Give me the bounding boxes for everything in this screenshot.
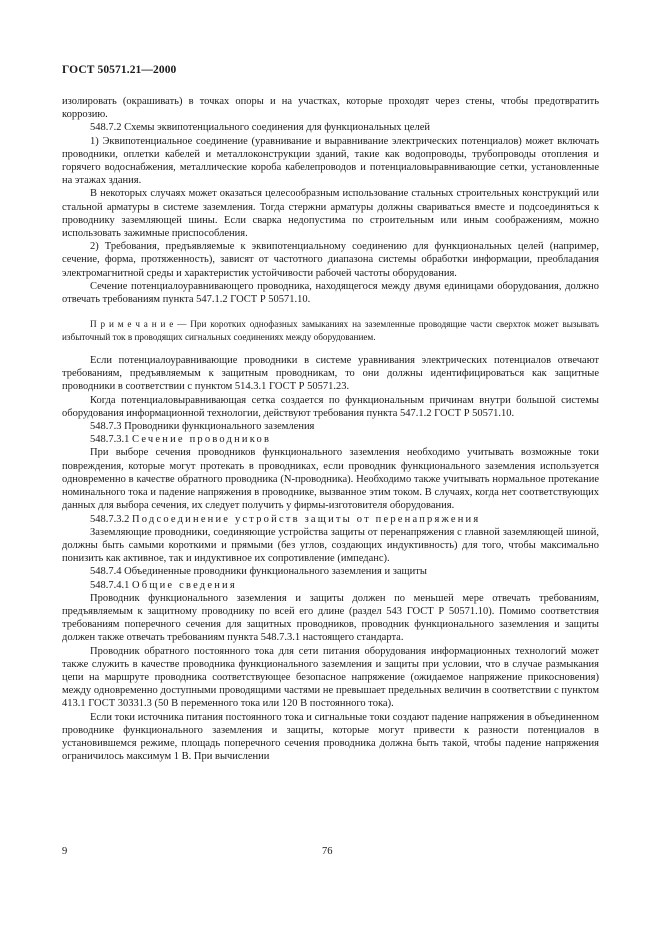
paragraph: 1) Эквипотенциальное соединение (уравнивание и выравнивание электрических потенциалов) может включать проводники, оплетки кабелей и металлоконструкции зданий, такие как водопроводы, трубопроводы отопления и горячего водоснабжения, металлические короба кабелепроводов и потенциаловыравнивающие сетки, установленные на этажах здания. [62, 135, 599, 187]
section-heading-548-7-2: 548.7.2 Схемы эквипотенциального соединения для функциональных целей [90, 122, 430, 134]
document-header: ГОСТ 50571.21—2000 [62, 64, 177, 76]
section-title: Общие сведения [132, 579, 237, 591]
section-title: Подсоединение устройств защиты от перенапряжения [132, 513, 481, 525]
paragraph: Проводник обратного постоянного тока для сети питания оборудования информационных технологий может также служить в качестве проводника функционального заземления и защиты при условии, что в случае размыкания цепи на маршруте проводника соответствующее безопасное напряжение (ожидаемое напряжение прикосновения) между одновременно доступными проводящими частями не превышает предельных величин в соответствии с пунктом 413.1 ГОСТ 30331.3 (50 В переменного тока или 120 В постоянного тока). [62, 645, 599, 710]
paragraph: Заземляющие проводники, соединяющие устройства защиты от перенапряжения с главной заземляющей шиной, должны быть самыми короткими и прямыми (без углов, создающих индуктивность) для того, чтобы максимально понизить как активное, так и индуктивное их сопротивление (импеданс). [62, 526, 599, 565]
paragraph: Если потенциалоуравнивающие проводники в системе уравнивания электрических потенциалов отвечают требованиям, предъявляемым к защитным проводникам, то они должны идентифицироваться как защитные проводники в соответствии с пунктом 514.3.1 ГОСТ Р 50571.23. [62, 355, 599, 393]
section-heading-548-7-3-1 [62, 433, 599, 446]
page-number: 76 [322, 846, 333, 857]
paragraph: При выборе сечения проводников функционального заземления необходимо учитывать возможные токи повреждения, которые могут протекать в проводниках, если проводник функционального заземления используется одновременно в качестве обратного проводника (N-проводника). Необходимо также учитывать нормальное протекание номинального тока и падение напряжения в проводнике, вызванное этим током. В случаях, когда нет соответствующих данных для выбора сечения, их следует получить у фирмы-изготовителя оборудования. [62, 447, 599, 512]
paragraph: изолировать (окрашивать) в точках опоры и на участках, которые проходят через стены, чтобы предотвратить коррозию. [62, 96, 599, 121]
section-heading-548-7-3-2 [62, 513, 599, 526]
section-heading-548-7-3: 548.7.3 Проводники функционального заземления [90, 421, 315, 433]
section-heading-548-7-4-1 [62, 579, 599, 592]
section-number: 548.7.3.1 [90, 434, 130, 446]
paragraph: Сечение потенциалоуравнивающего проводника, находящегося между двумя единицами оборудования, должно отвечать требованиям пункта 547.1.2 ГОСТ Р 50571.10. [62, 280, 599, 306]
section-title: Сечение проводников [132, 434, 272, 446]
paragraph: Когда потенциаловыравнивающая сетка создается по функциональным причинам внутри большой системы оборудования информационной технологии, действуют требования пункта 547.1.2 ГОСТ Р 50571.10. [62, 394, 599, 419]
paragraph: 2) Требования, предъявляемые к эквипотенциальному соединению для функциональных целей (например, сечение, форма, протяженность), зависят от частотного диапазона системы обработки информации, преобладания электромагнитной среды и характеристик устойчивости рабочей частоты оборудования. [62, 241, 599, 279]
note [62, 318, 599, 343]
note-label: П р и м е ч а н и е [90, 319, 174, 330]
document-body [62, 95, 599, 763]
paragraph: В некоторых случаях может оказаться целесообразным использование стальных строительных конструкций или стальной арматуры в системе заземления. Тогда стержни арматуры должны свариваться вместе и подсоединяться к проводнику заземляющей шины. Если сварка недопустима по строительным или иным соображениям, можно использовать зажимные приспособления. [62, 188, 599, 240]
section-heading-548-7-4: 548.7.4 Объединенные проводники функционального заземления и защиты [90, 566, 427, 578]
section-number: 548.7.3.2 [90, 513, 130, 525]
footer-mark: 9 [62, 846, 68, 857]
note-text: — При коротких однофазных замыканиях на заземленные проводящие части сверхток может вызывать избыточный ток в проводящих сигнальных соединениях между оборудованием. [62, 319, 599, 342]
paragraph: Проводник функционального заземления и защиты должен по меньшей мере отвечать требованиям, предъявляемым к защитному проводнику по всей его длине (раздел 543 ГОСТ Р 50571.10). Помимо соответствия требованиям поперечного сечения для защитных проводников, проводник функционального заземления и защиты должен также отвечать требованиям пункта 548.7.3.1 настоящего стандарта. [62, 592, 599, 644]
paragraph: Если токи источника питания постоянного тока и сигнальные токи создают падение напряжения в объединенном проводнике функционального заземления и защиты, которые могут привести к разности потенциалов в установившемся режиме, площадь поперечного сечения проводника должна быть такой, чтобы падение напряжения ограничилось максимум 1 В. При вычислении [62, 711, 599, 763]
section-number: 548.7.4.1 [90, 579, 130, 591]
